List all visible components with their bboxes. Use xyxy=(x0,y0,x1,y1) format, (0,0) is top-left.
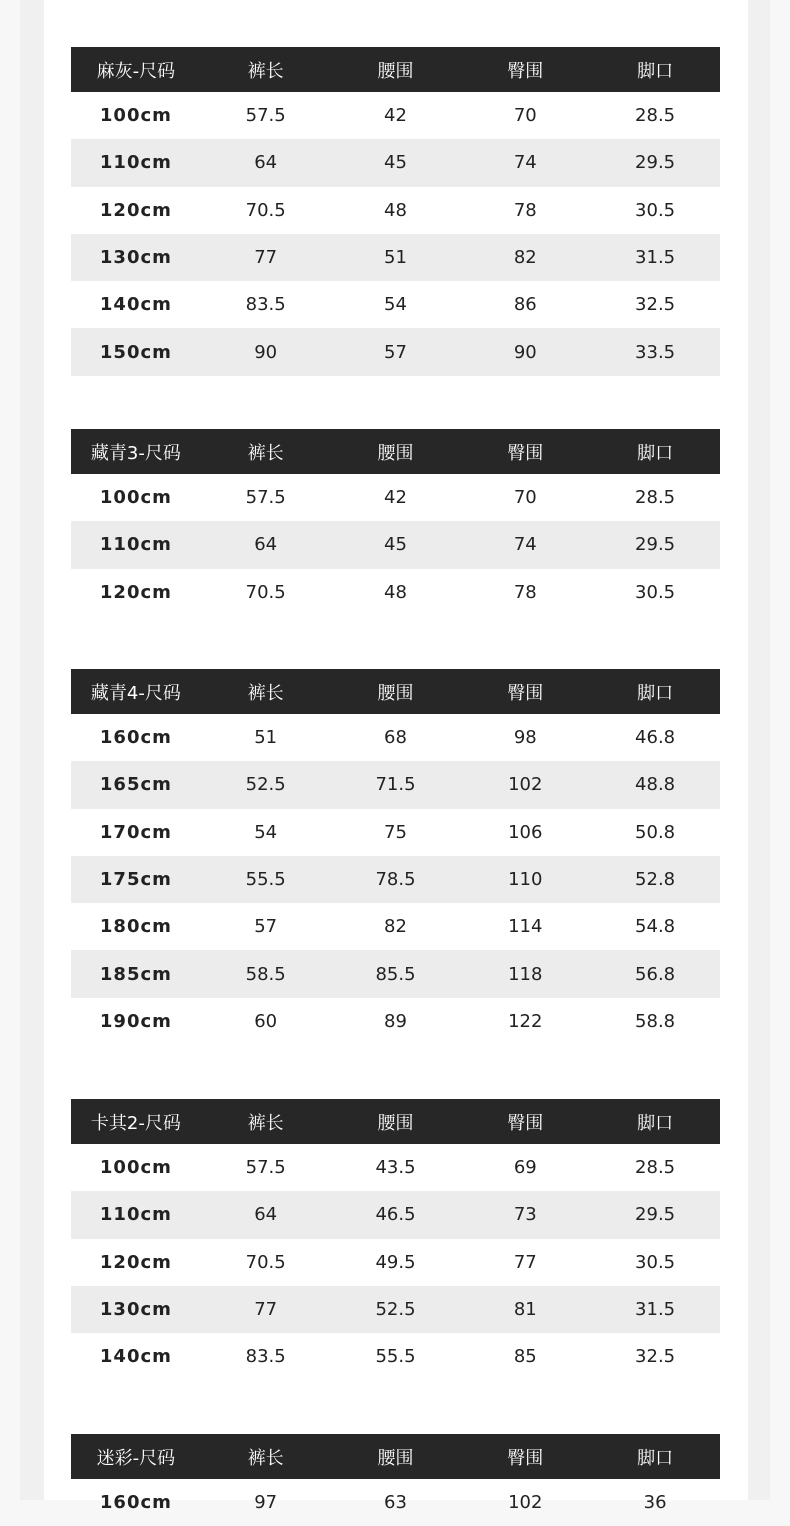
cell-hem: 28.5 xyxy=(635,105,676,127)
cell-hem: 29.5 xyxy=(635,1204,676,1226)
header-hem: 脚口 xyxy=(637,1447,674,1469)
table-row xyxy=(71,139,720,186)
header-length: 裤长 xyxy=(247,1447,284,1469)
cell-length: 64 xyxy=(254,534,278,556)
size-table-khaki-2 xyxy=(71,1099,720,1380)
header-size: 麻灰-尺码 xyxy=(96,60,176,82)
header-hip: 臀围 xyxy=(507,1447,544,1469)
cell-waist: 49.5 xyxy=(375,1251,416,1273)
cell-size: 190cm xyxy=(99,1010,172,1032)
header-hem: 脚口 xyxy=(637,60,674,82)
cell-waist: 89 xyxy=(384,1010,407,1032)
cell-hem: 31.5 xyxy=(635,1299,676,1321)
cell-length: 77 xyxy=(254,1299,278,1321)
size-chart-sheet xyxy=(44,0,748,1514)
cell-hip: 102 xyxy=(508,774,543,796)
cell-size: 110cm xyxy=(99,152,172,174)
table-header xyxy=(71,429,720,474)
header-size: 迷彩-尺码 xyxy=(96,1447,176,1469)
cell-hip: 90 xyxy=(513,341,537,363)
cell-waist: 51 xyxy=(384,247,407,269)
cell-hem: 30.5 xyxy=(635,1251,676,1273)
header-hip: 臀围 xyxy=(507,682,544,704)
cell-hip: 102 xyxy=(508,1492,543,1514)
cell-length: 55.5 xyxy=(245,869,286,891)
cell-hip: 122 xyxy=(508,1010,543,1032)
cell-size: 170cm xyxy=(99,821,172,843)
cell-size: 110cm xyxy=(99,1204,172,1226)
cell-hem: 30.5 xyxy=(635,199,676,221)
header-length: 裤长 xyxy=(247,442,284,464)
cell-length: 83.5 xyxy=(245,1346,286,1368)
cell-length: 52.5 xyxy=(245,774,286,796)
cell-waist: 45 xyxy=(384,534,407,556)
cell-length: 57.5 xyxy=(245,487,286,509)
table-row xyxy=(71,92,720,139)
cell-hem: 50.8 xyxy=(635,821,676,843)
table-row xyxy=(71,521,720,568)
cell-hip: 70 xyxy=(513,105,537,127)
table-row xyxy=(71,1333,720,1380)
cell-size: 160cm xyxy=(99,1492,172,1514)
cell-length: 51 xyxy=(254,727,278,749)
cell-size: 100cm xyxy=(99,105,172,127)
cell-waist: 43.5 xyxy=(375,1157,416,1179)
header-hip: 臀围 xyxy=(507,442,544,464)
table-row xyxy=(71,569,720,616)
cell-hip: 110 xyxy=(508,869,543,891)
cell-hem: 31.5 xyxy=(635,247,676,269)
cell-hem: 30.5 xyxy=(635,581,676,603)
cell-hem: 32.5 xyxy=(635,1346,676,1368)
table-header xyxy=(71,669,720,714)
table-header xyxy=(71,47,720,92)
table-header xyxy=(71,1099,720,1144)
cell-waist: 45 xyxy=(384,152,407,174)
cell-length: 54 xyxy=(254,821,278,843)
cell-length: 90 xyxy=(254,341,278,363)
table-row xyxy=(71,856,720,903)
cell-waist: 42 xyxy=(384,105,407,127)
cell-size: 100cm xyxy=(99,487,172,509)
cell-hem: 29.5 xyxy=(635,534,676,556)
header-hem: 脚口 xyxy=(637,1112,674,1134)
cell-waist: 46.5 xyxy=(375,1204,416,1226)
cell-hem: 33.5 xyxy=(635,341,676,363)
cell-waist: 63 xyxy=(384,1492,407,1514)
cell-size: 110cm xyxy=(99,534,172,556)
table-row xyxy=(71,998,720,1045)
cell-waist: 82 xyxy=(384,916,407,938)
table-row xyxy=(71,950,720,997)
header-length: 裤长 xyxy=(247,60,284,82)
cell-waist: 71.5 xyxy=(375,774,416,796)
cell-length: 64 xyxy=(254,152,278,174)
header-size: 卡其2-尺码 xyxy=(90,1112,181,1134)
cell-length: 70.5 xyxy=(245,1251,286,1273)
cell-hip: 114 xyxy=(508,916,543,938)
cell-waist: 75 xyxy=(384,821,407,843)
cell-hip: 118 xyxy=(508,963,543,985)
cell-size: 130cm xyxy=(99,247,172,269)
cell-length: 70.5 xyxy=(245,581,286,603)
cell-length: 57.5 xyxy=(245,1157,286,1179)
cell-hip: 70 xyxy=(513,487,537,509)
header-hem: 脚口 xyxy=(637,682,674,704)
cell-length: 77 xyxy=(254,247,278,269)
cell-hip: 82 xyxy=(513,247,537,269)
table-row xyxy=(71,903,720,950)
header-hip: 臀围 xyxy=(507,60,544,82)
size-table-navy-3 xyxy=(71,429,720,616)
cell-hem: 56.8 xyxy=(635,963,676,985)
cell-length: 97 xyxy=(254,1492,278,1514)
cell-size: 165cm xyxy=(99,774,172,796)
cell-hip: 106 xyxy=(508,821,543,843)
cell-length: 57 xyxy=(254,916,278,938)
cell-hem: 32.5 xyxy=(635,294,676,316)
cell-hip: 74 xyxy=(513,152,537,174)
cell-size: 175cm xyxy=(99,869,172,891)
cell-hem: 36 xyxy=(643,1492,667,1514)
table-row xyxy=(71,1239,720,1286)
cell-size: 120cm xyxy=(99,581,172,603)
cell-size: 150cm xyxy=(99,341,172,363)
table-row xyxy=(71,809,720,856)
cell-hip: 98 xyxy=(513,727,537,749)
cell-length: 64 xyxy=(254,1204,278,1226)
table-row xyxy=(71,714,720,761)
cell-length: 58.5 xyxy=(245,963,286,985)
cell-waist: 78.5 xyxy=(375,869,416,891)
cell-size: 185cm xyxy=(99,963,172,985)
cell-hem: 58.8 xyxy=(635,1010,676,1032)
table-row xyxy=(71,761,720,808)
table-row xyxy=(71,187,720,234)
cell-waist: 54 xyxy=(384,294,407,316)
header-waist: 腰围 xyxy=(377,682,414,704)
cell-size: 180cm xyxy=(99,916,172,938)
header-waist: 腰围 xyxy=(377,1447,414,1469)
table-row xyxy=(71,1286,720,1333)
cell-size: 140cm xyxy=(99,1346,172,1368)
header-length: 裤长 xyxy=(247,1112,284,1134)
table-row xyxy=(71,1479,720,1526)
size-table-camo xyxy=(71,1434,720,1526)
cell-hip: 78 xyxy=(513,581,537,603)
cell-hip: 73 xyxy=(513,1204,537,1226)
cell-size: 120cm xyxy=(99,1251,172,1273)
table-row xyxy=(71,1144,720,1191)
cell-hem: 52.8 xyxy=(635,869,676,891)
cell-hip: 85 xyxy=(513,1346,537,1368)
table-row xyxy=(71,474,720,521)
cell-waist: 68 xyxy=(384,727,407,749)
header-length: 裤长 xyxy=(247,682,284,704)
cell-hip: 81 xyxy=(513,1299,537,1321)
table-row xyxy=(71,281,720,328)
cell-size: 140cm xyxy=(99,294,172,316)
header-waist: 腰围 xyxy=(377,60,414,82)
cell-hem: 28.5 xyxy=(635,487,676,509)
cell-hem: 54.8 xyxy=(635,916,676,938)
size-table-navy-4 xyxy=(71,669,720,1045)
cell-hip: 74 xyxy=(513,534,537,556)
cell-length: 57.5 xyxy=(245,105,286,127)
cell-waist: 85.5 xyxy=(375,963,416,985)
cell-length: 70.5 xyxy=(245,199,286,221)
header-size: 藏青3-尺码 xyxy=(90,442,181,464)
size-table-grey xyxy=(71,47,720,376)
cell-hip: 78 xyxy=(513,199,537,221)
header-hip: 臀围 xyxy=(507,1112,544,1134)
header-waist: 腰围 xyxy=(377,1112,414,1134)
cell-waist: 57 xyxy=(384,341,407,363)
cell-hem: 48.8 xyxy=(635,774,676,796)
cell-waist: 55.5 xyxy=(375,1346,416,1368)
cell-hip: 77 xyxy=(513,1251,537,1273)
cell-hem: 46.8 xyxy=(635,727,676,749)
header-hem: 脚口 xyxy=(637,442,674,464)
cell-hip: 86 xyxy=(513,294,537,316)
cell-hem: 28.5 xyxy=(635,1157,676,1179)
cell-size: 120cm xyxy=(99,199,172,221)
cell-size: 100cm xyxy=(99,1157,172,1179)
table-row xyxy=(71,328,720,375)
cell-size: 130cm xyxy=(99,1299,172,1321)
cell-hip: 69 xyxy=(513,1157,537,1179)
cell-hem: 29.5 xyxy=(635,152,676,174)
table-header xyxy=(71,1434,720,1479)
cell-waist: 42 xyxy=(384,487,407,509)
header-waist: 腰围 xyxy=(377,442,414,464)
table-row xyxy=(71,1191,720,1238)
cell-waist: 52.5 xyxy=(375,1299,416,1321)
cell-waist: 48 xyxy=(384,199,407,221)
cell-waist: 48 xyxy=(384,581,407,603)
cell-length: 60 xyxy=(254,1010,278,1032)
cell-size: 160cm xyxy=(99,727,172,749)
cell-length: 83.5 xyxy=(245,294,286,316)
header-size: 藏青4-尺码 xyxy=(90,682,181,704)
table-row xyxy=(71,234,720,281)
